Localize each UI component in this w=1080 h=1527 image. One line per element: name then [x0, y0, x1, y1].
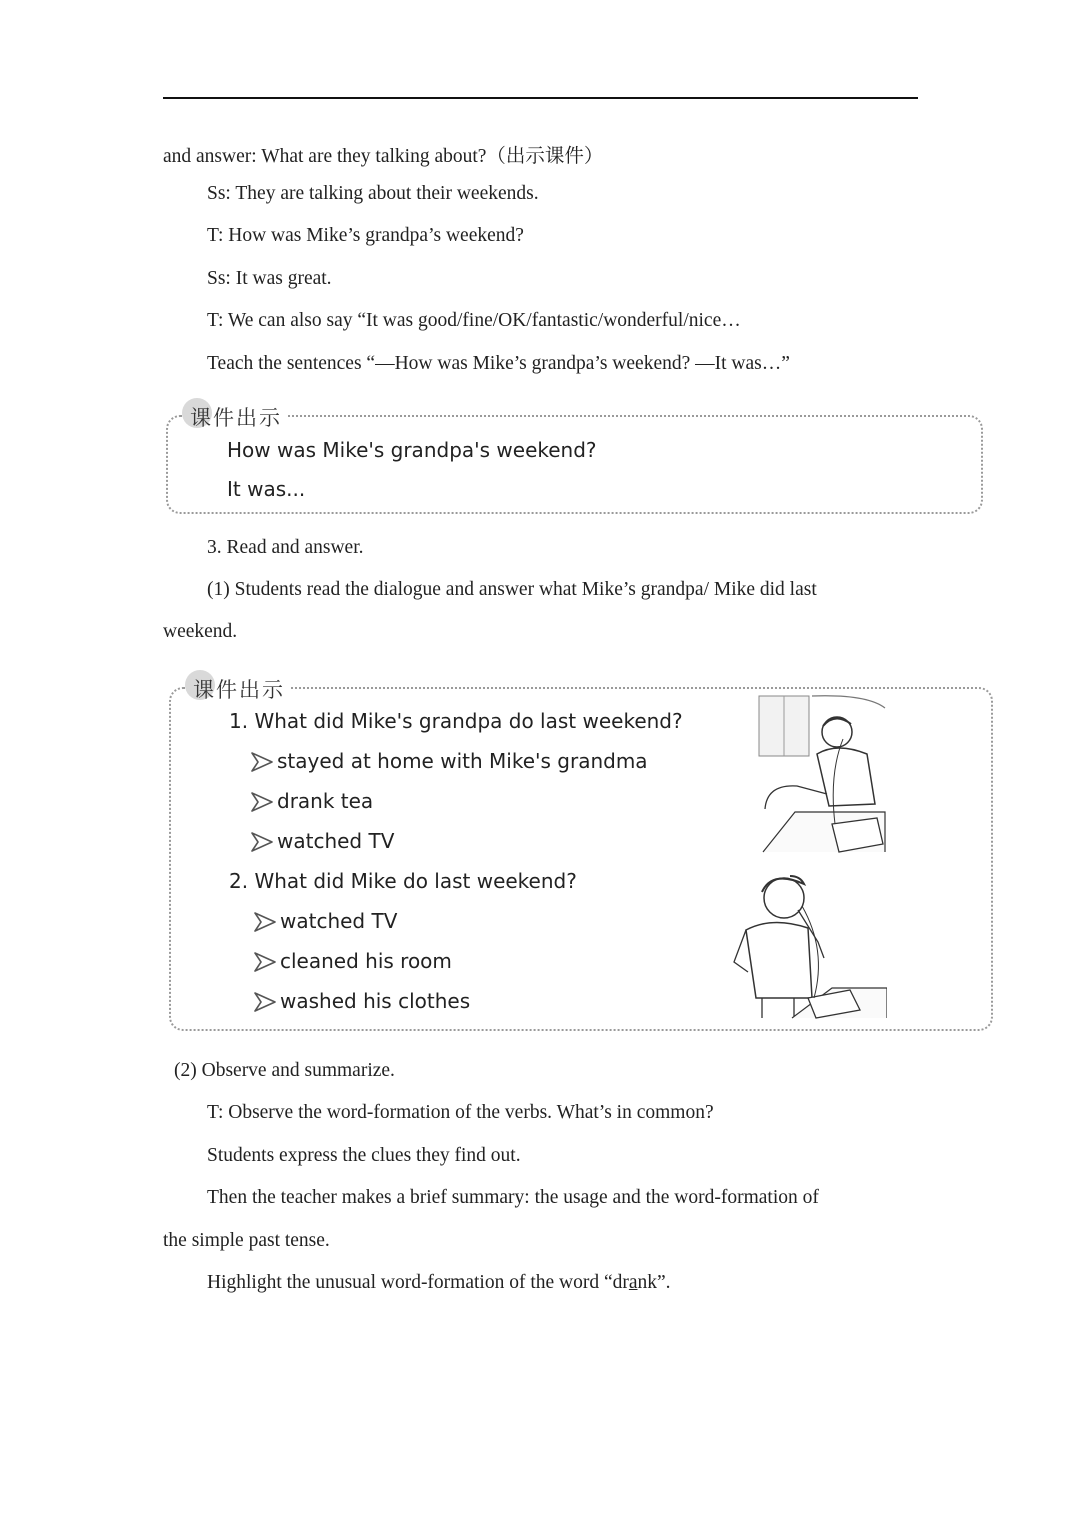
underlined-letter: a [628, 1272, 638, 1293]
text-line-11: T: Observe the word-formation of the verbs. What’s in common? [207, 1102, 714, 1123]
box2-q2-item-1: watched TV [280, 909, 398, 933]
arrow-bullet-icon [250, 831, 274, 853]
courseware-label-2: 课件出示 [189, 674, 291, 704]
grandpa-phone-illustration [757, 694, 887, 854]
text-line-1: and answer: What are they talking about?（出示课件） [163, 146, 604, 167]
courseware-label-1: 课件出示 [186, 402, 288, 432]
box2-q1-item-1: stayed at home with Mike's grandma [277, 749, 648, 773]
text-line-2: Ss: They are talking about their weekends. [207, 183, 539, 204]
box2-q2-item-3: washed his clothes [280, 989, 471, 1013]
arrow-bullet-icon [253, 991, 277, 1013]
text-line-15-pre: Highlight the unusual word-formation of the word “dr [207, 1272, 629, 1293]
box1-question: How was Mike's grandpa's weekend? [227, 438, 597, 462]
header-rule [163, 97, 918, 99]
text-line-14: the simple past tense. [163, 1230, 330, 1251]
arrow-bullet-icon [250, 791, 274, 813]
text-line-13: Then the teacher makes a brief summary: the usage and the word-formation of [207, 1187, 819, 1208]
box2-question-2: 2. What did Mike do last weekend? [229, 869, 577, 893]
text-line-8: (1) Students read the dialogue and answer what Mike’s grandpa/ Mike did last [207, 579, 817, 600]
arrow-bullet-icon [253, 951, 277, 973]
text-line-4: Ss: It was great. [207, 268, 332, 289]
text-line-12: Students express the clues they find out. [207, 1145, 521, 1166]
text-line-15-post: nk”. [637, 1272, 671, 1293]
mike-phone-illustration [732, 870, 887, 1020]
arrow-bullet-icon [253, 911, 277, 933]
box1-answer: It was... [227, 477, 306, 501]
text-line-9: weekend. [163, 621, 238, 642]
box2-q1-item-3: watched TV [277, 829, 395, 853]
text-line-7: 3. Read and answer. [207, 537, 364, 558]
arrow-bullet-icon [250, 751, 274, 773]
box2-q1-item-2: drank tea [277, 789, 374, 813]
text-line-3: T: How was Mike’s grandpa’s weekend? [207, 225, 524, 246]
text-line-15 [207, 1272, 671, 1294]
text-line-5: T: We can also say “It was good/fine/OK/fantastic/wonderful/nice… [207, 310, 741, 331]
text-line-6: Teach the sentences “—How was Mike’s grandpa’s weekend? —It was…” [207, 353, 790, 374]
box2-q2-item-2: cleaned his room [280, 949, 452, 973]
text-line-10: (2) Observe and summarize. [174, 1060, 395, 1081]
box2-question-1: 1. What did Mike's grandpa do last weekend? [229, 709, 683, 733]
